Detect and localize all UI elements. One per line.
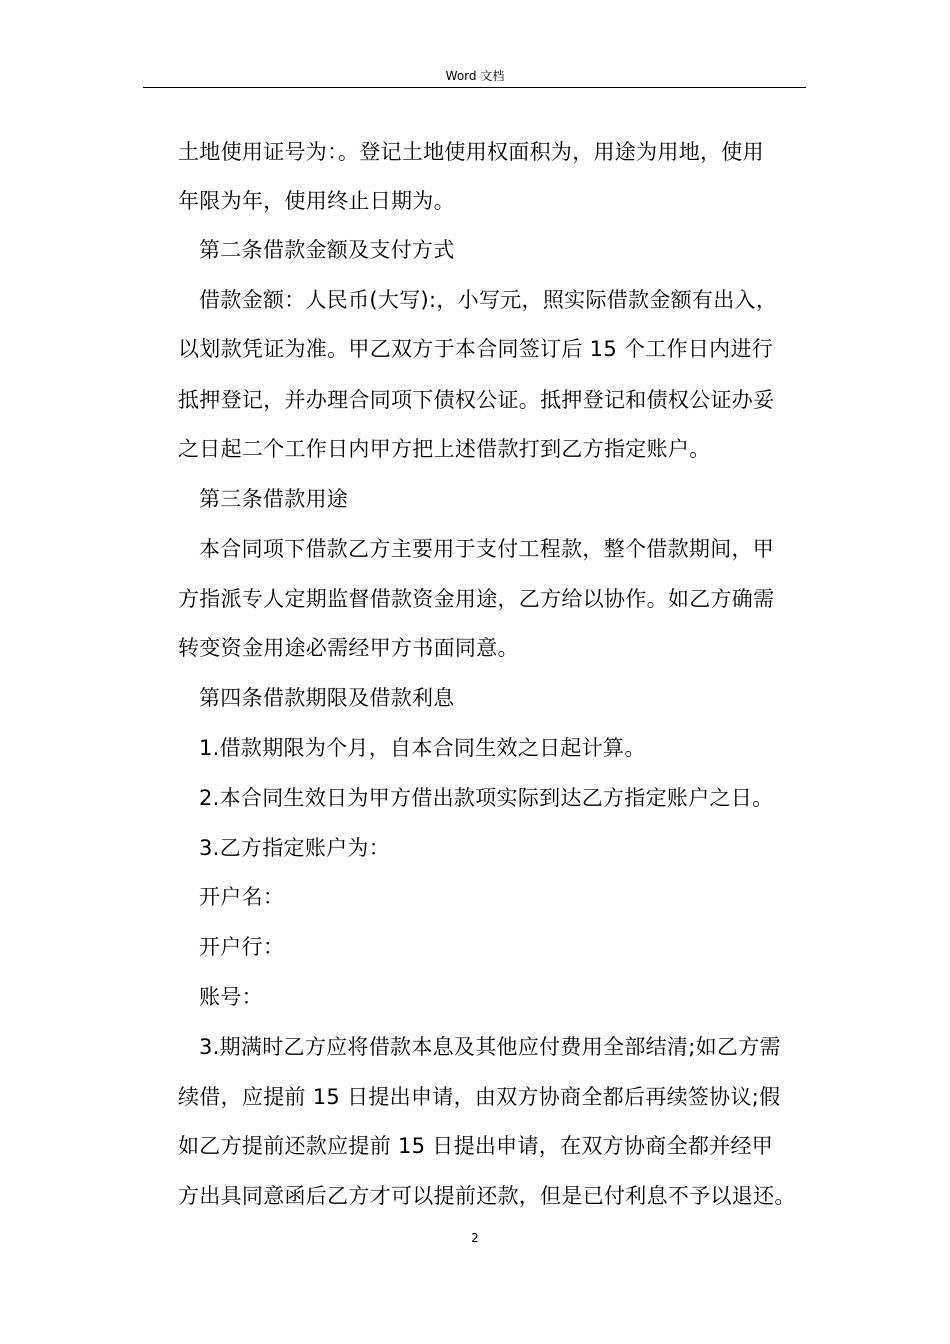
list-item: 1.借款期限为个月，自本合同生效之日起计算。 (199, 736, 646, 760)
section-heading: 第四条借款期限及借款利息 (199, 686, 455, 710)
paragraph-line: 转变资金用途必需经甲方书面同意。 (178, 636, 519, 660)
paragraph-line: 本合同项下借款乙方主要用于支付工程款，整个借款期间，甲 (199, 537, 775, 561)
page-header-title: Word 文档 (445, 69, 505, 83)
account-name-line: 开户名： (199, 885, 285, 909)
account-bank-line: 开户行： (199, 935, 285, 959)
list-item: 2.本合同生效日为甲方借出款项实际到达乙方指定账户之日。 (199, 786, 774, 810)
account-number-line: 账号： (199, 985, 263, 1009)
paragraph-line: 方指派专人定期监督借款资金用途，乙方给以协作。如乙方确需 (178, 587, 775, 611)
paragraph-line: 之日起二个工作日内甲方把上述借款打到乙方指定账户。 (178, 437, 711, 461)
list-item: 3.乙方指定账户为： (199, 836, 391, 860)
paragraph-line: 土地使用证号为：。登记土地使用权面积为，用途为用地，使用 (178, 140, 764, 164)
paragraph-line: 以划款凭证为准。甲乙双方于本合同签订后 15 个工作日内进行 (178, 337, 774, 361)
page-number: 2 (471, 1231, 479, 1245)
paragraph-line: 抵押登记，并办理合同项下债权公证。抵押登记和债权公证办妥 (178, 388, 775, 412)
header-divider (143, 87, 806, 88)
paragraph-line: 借款金额：人民币(大写):，小写元，照实际借款金额有出入， (199, 288, 778, 312)
paragraph-line: 如乙方提前还款应提前 15 日提出申请，在双方协商全都并经甲 (178, 1134, 774, 1158)
paragraph-line: 方出具同意函后乙方才可以提前还款，但是已付利息不予以退还。 (178, 1184, 796, 1208)
list-item: 3.期满时乙方应将借款本息及其他应付费用全部结清;如乙方需 (199, 1035, 781, 1059)
section-heading: 第三条借款用途 (199, 487, 349, 511)
paragraph-line: 续借，应提前 15 日提出申请，由双方协商全都后再续签协议;假 (178, 1085, 781, 1109)
paragraph-line: 年限为年，使用终止日期为。 (178, 189, 455, 213)
section-heading: 第二条借款金额及支付方式 (199, 238, 455, 262)
